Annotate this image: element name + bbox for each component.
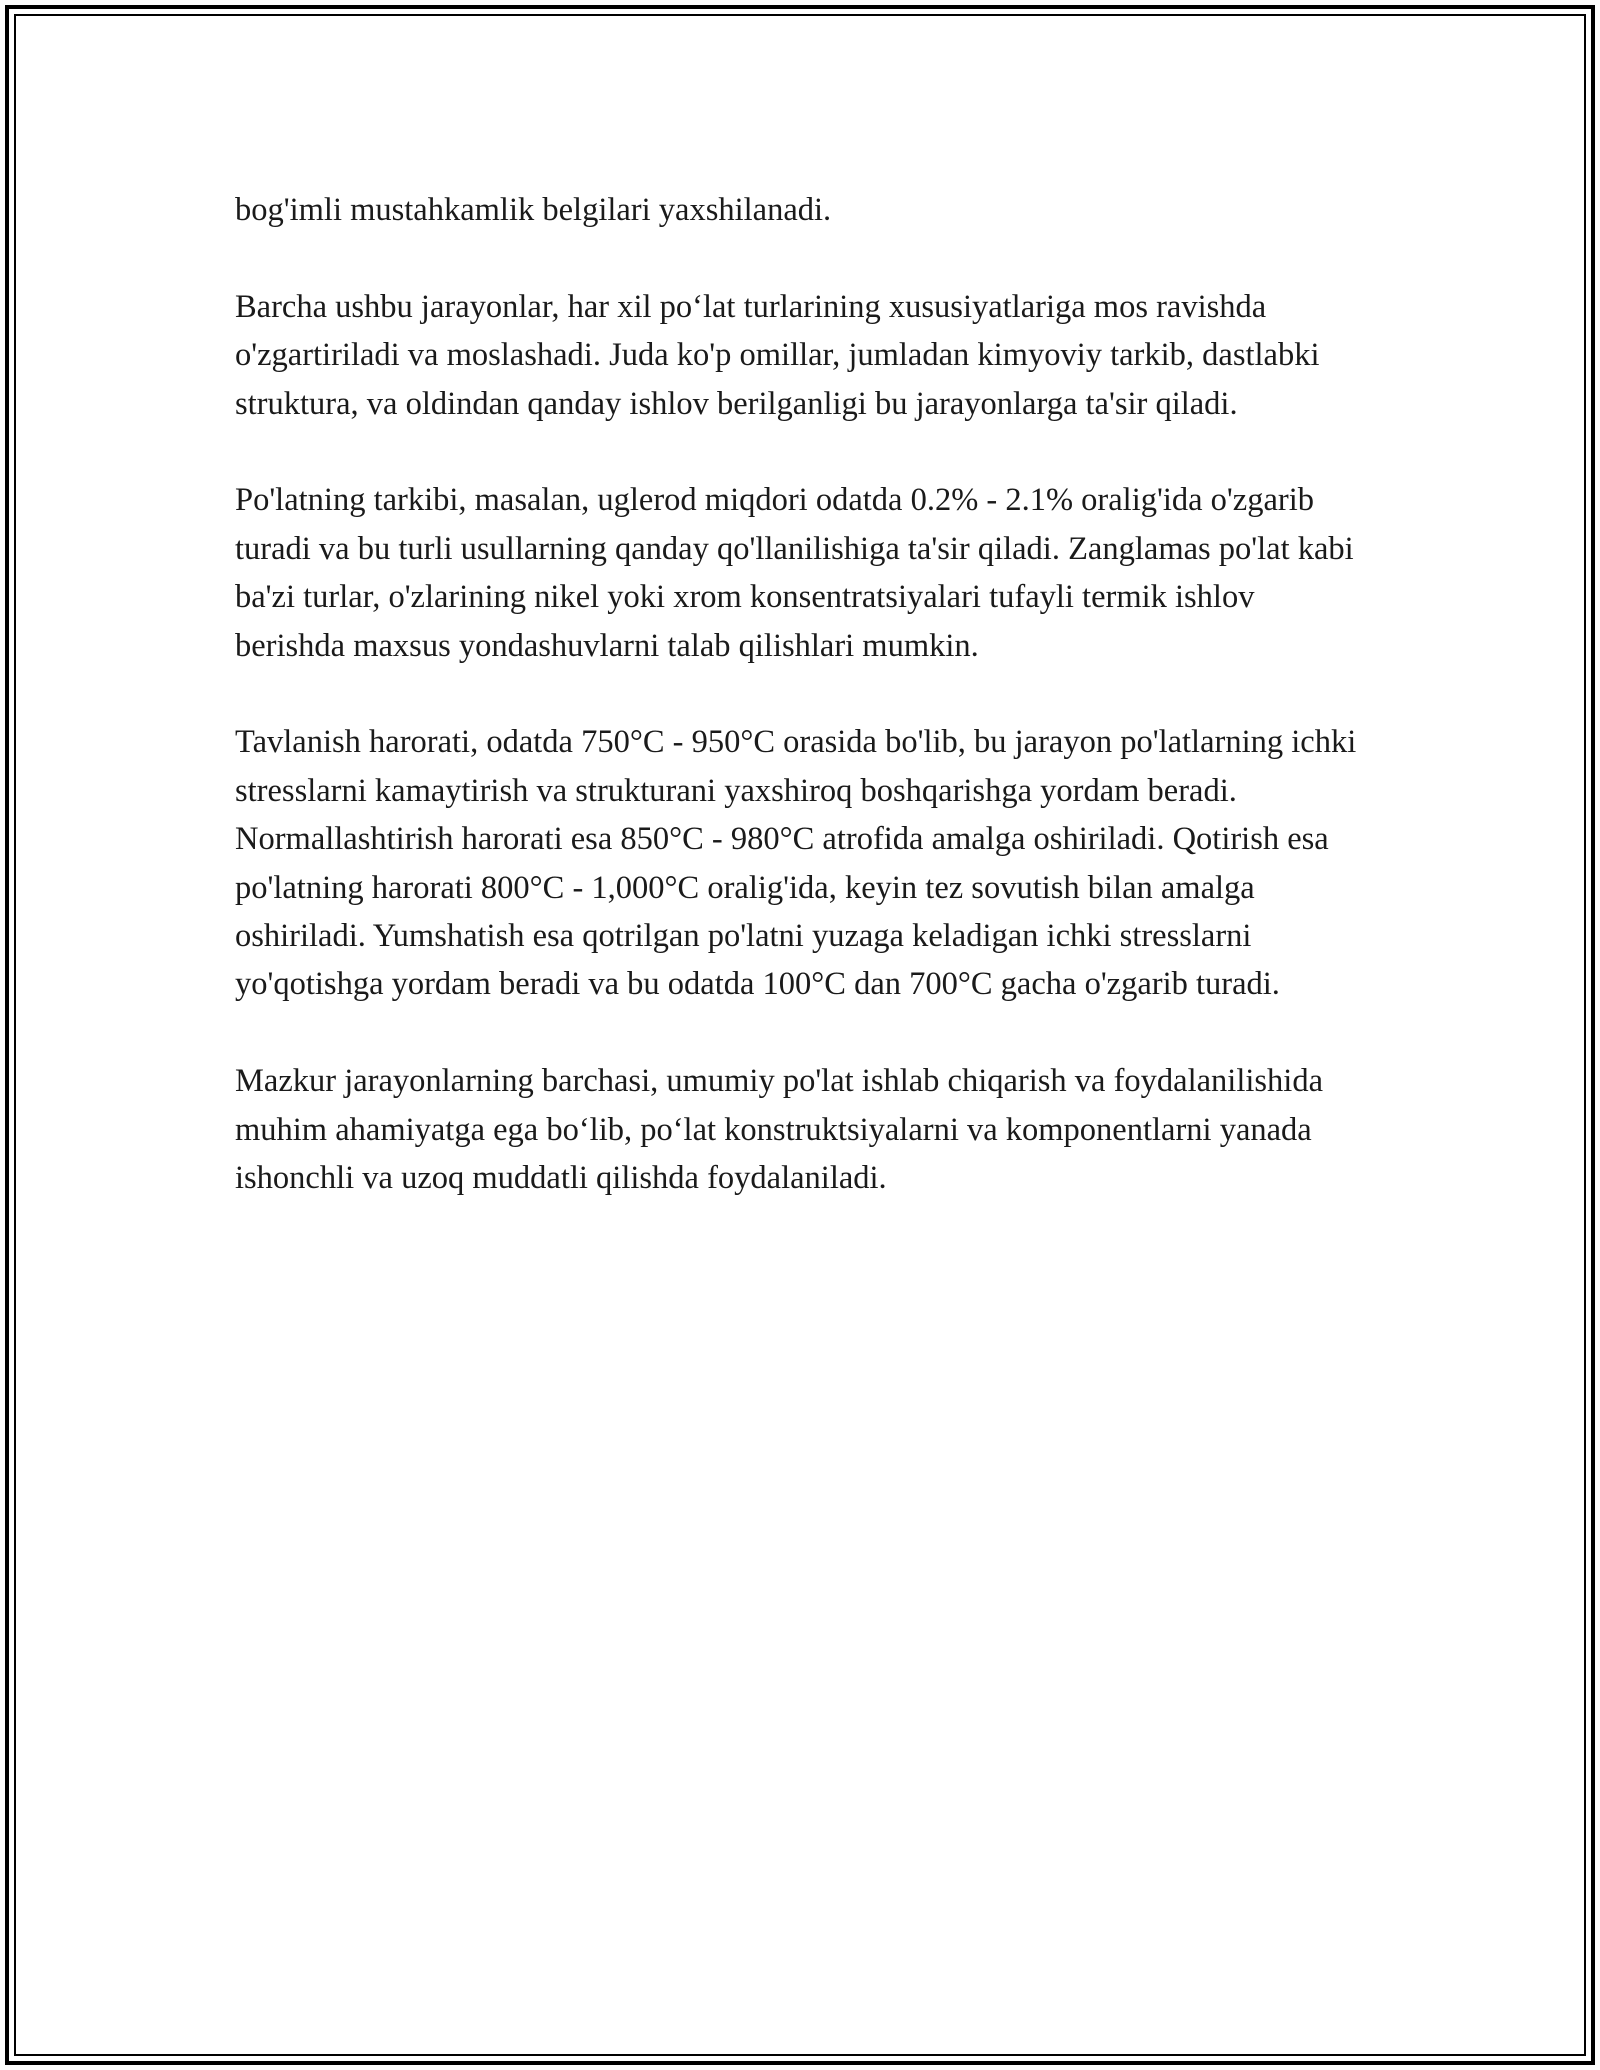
paragraph-4: Tavlanish harorati, odatda 750°C - 950°C orasida bo'lib, bu jarayon po'latlarning ichki stresslarni kamaytirish va strukturani yaxshiroq boshqarishga yordam beradi. Normallashtirish harorati esa 850°C - 980°C atrofida amalga oshiriladi. Qotirish esa po'latning harorati 800°C - 1,000°C oralig'ida, keyin tez sovutish bilan amalga oshiriladi. Yumshatish esa qotrilgan po'latni yuzaga keladigan ichki stresslarni yo'qotishga yordam beradi va bu odatda 100°C dan 700°C gacha o'zgarib turadi. [235,724,1357,1003]
paragraph-2: Barcha ushbu jarayonlar, har xil po‘lat turlarining xususiyatlariga mos ravishda o'zgartiriladi va moslashadi. Juda ko'p omillar, jumladan kimyoviy tarkib, dastlabki struktura, va oldindan qanday ishlov berilganligi bu jarayonlarga ta'sir qiladi. [235,288,1320,422]
paragraph-1: bog'imli mustahkamlik belgilari yaxshilanadi. [235,192,832,228]
paragraph-5: Mazkur jarayonlarning barchasi, umumiy po'lat ishlab chiqarish va foydalanilishida muhim ahamiyatga ega bo‘lib, po‘lat konstruktsiyalarni va komponentlarni yanada ishonchli va uzoq muddatli qilishda foydalaniladi. [235,1063,1323,1197]
document-body [235,186,1365,1251]
paragraph-3: Po'latning tarkibi, masalan, uglerod miqdori odatda 0.2% - 2.1% oralig'ida o'zgarib turadi va bu turli usullarning qanday qo'llanilishiga ta'sir qiladi. Zanglamas po'lat kabi ba'zi turlar, o'zlarining nikel yoki xrom konsentratsiyalari tufayli termik ishlov berishda maxsus yondashuvlarni talab qilishlari mumkin. [235,482,1354,664]
